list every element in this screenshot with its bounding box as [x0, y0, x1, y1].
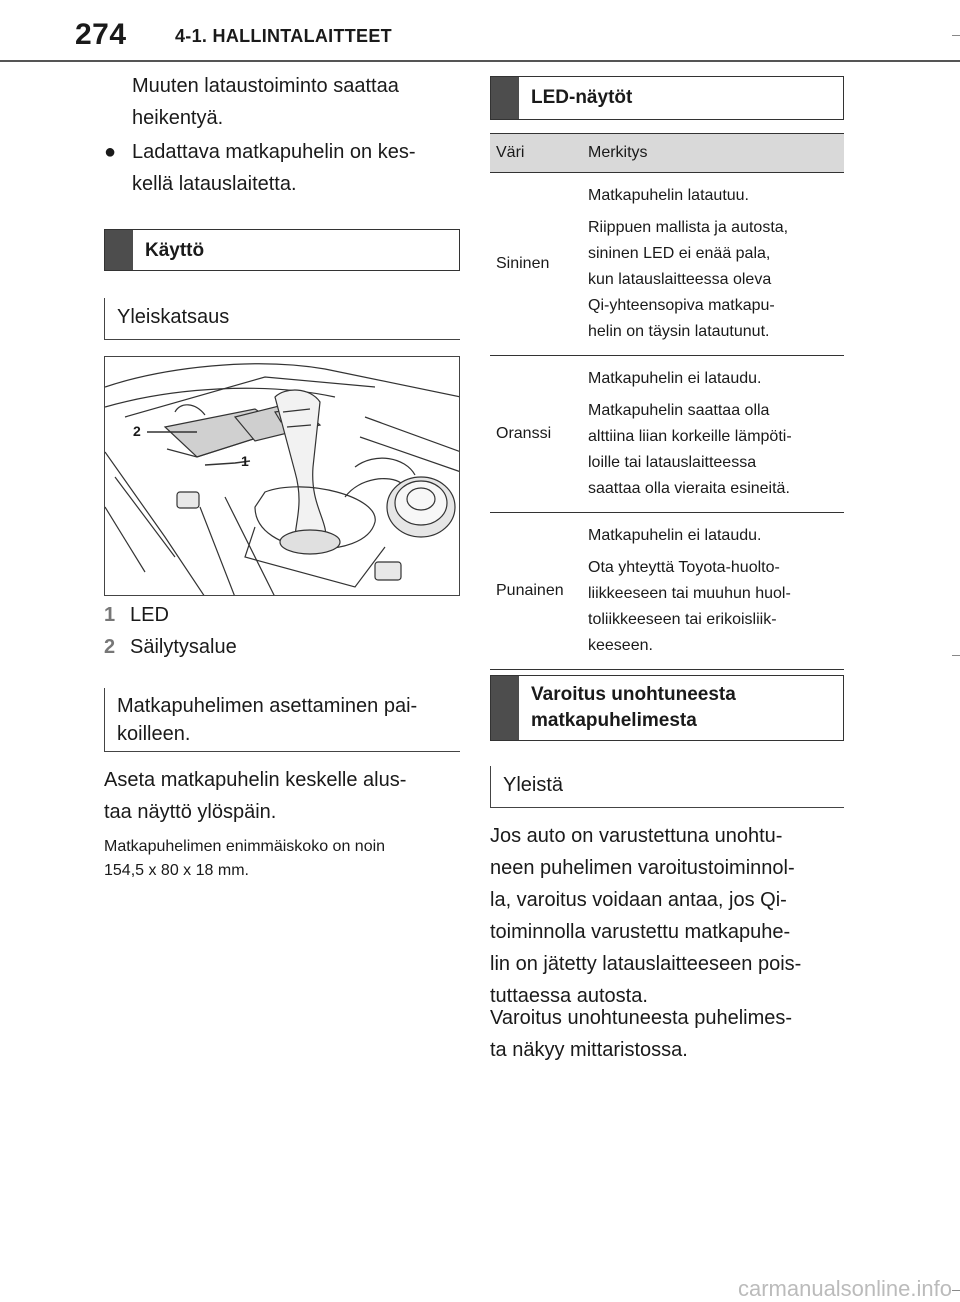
crop-mark [952, 1290, 960, 1291]
column-header-color: Väri [490, 134, 582, 173]
chapter-title: 4-1. HALLINTALAITTEET [175, 26, 392, 46]
figure-legend [104, 599, 460, 663]
charger-illustration [104, 356, 460, 596]
warning-paragraph: Jos auto on varustettuna unohtu- neen puhelimen varoitustoiminnol- la, varoitus voidaan antaa, jos Qi- toiminnolla varustettu matkapuhe- lin on jätetty latauslaitteeseen pois- tuttaessa autosta. [490, 825, 802, 1007]
table-row [490, 356, 844, 513]
page-number: 274 [75, 18, 127, 51]
bullet-icon: ● [104, 141, 117, 163]
watermark: carmanualsonline.info [737, 1276, 952, 1301]
callout-2: 2 [133, 423, 141, 439]
color-cell: Sininen [490, 173, 582, 356]
console-drawing [105, 357, 460, 596]
crop-mark [952, 655, 960, 656]
section-heading-warning: Varoitus unohtuneesta matkapuhelimesta [490, 675, 844, 741]
meaning-cell: Matkapuhelin latautuu. Riippuen mallista ja autosta, sininen LED ei enää pala, kun latauslaitteessa oleva Qi-yhteensopiva matkapu- helin on täysin latautunut. [582, 173, 844, 356]
callout-1: 1 [241, 453, 249, 469]
size-note: Matkapuhelimen enimmäiskoko on noin 154,5 x 80 x 18 mm. [104, 838, 386, 879]
crop-mark [952, 35, 960, 36]
intro-text: Muuten lataustoiminto saattaa heikentyä. [132, 75, 399, 129]
subheading-general: Yleistä [490, 766, 844, 808]
meaning-cell: Matkapuhelin ei lataudu. Ota yhteyttä Toyota-huolto- liikkeeseen tai muuhun huol- toliikkeeseen tai erikoisliik- keeseen. [582, 513, 844, 670]
meaning-cell: Matkapuhelin ei lataudu. Matkapuhelin saattaa olla alttiina liian korkeille lämpöti- loille tai latauslaitteessa saattaa olla vieraita esineitä. [582, 356, 844, 513]
cluster-paragraph: Varoitus unohtuneesta puhelimes- ta näkyy mittaristossa. [490, 1007, 793, 1061]
subheading-overview: Yleiskatsaus [104, 298, 460, 340]
legend-item: 1 LED [104, 604, 169, 626]
color-cell: Punainen [490, 513, 582, 670]
subheading-placing: Matkapuhelimen asettaminen pai- koilleen. [104, 688, 460, 752]
table-header-row [490, 134, 844, 173]
bullet-item: ● Ladattava matkapuhelin on kes- kellä latauslaitetta. [104, 136, 464, 200]
table-row [490, 513, 844, 670]
legend-item: 2 Säilytysalue [104, 636, 237, 658]
placing-instructions: Aseta matkapuhelin keskelle alus- taa näyttö ylöspäin. [104, 769, 407, 823]
table-row [490, 173, 844, 356]
section-heading-led: LED-näytöt [490, 76, 844, 120]
led-table [490, 133, 844, 670]
column-header-meaning: Merkitys [582, 134, 844, 173]
color-cell: Oranssi [490, 356, 582, 513]
section-heading-kaytto: Käyttö [104, 229, 460, 271]
header-rule [0, 60, 960, 62]
